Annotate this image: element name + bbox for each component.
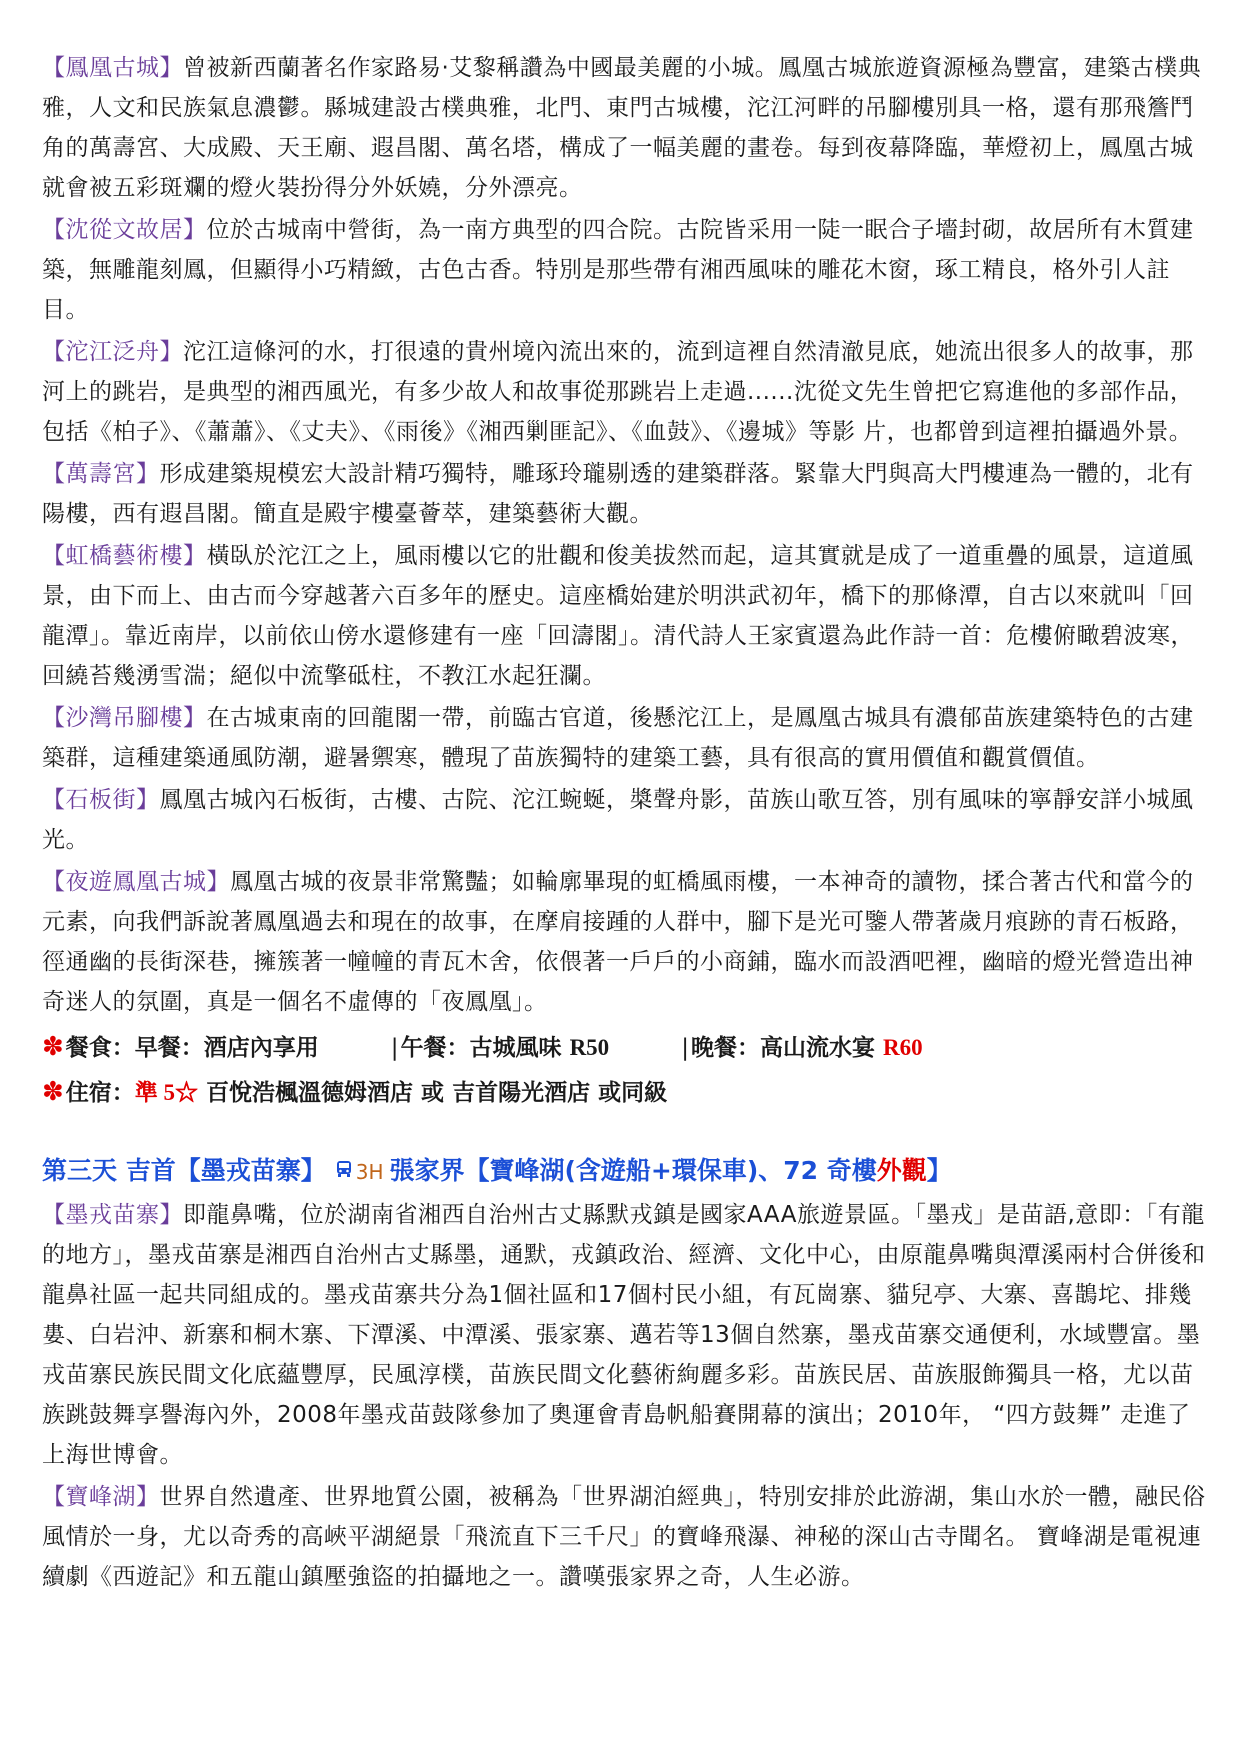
section-text: 在古城東南的回龍閣一帶，前臨古官道，後懸沱江上，是鳳凰古城具有濃郁苗族建築特色的古建築群，這種建築通風防潮，避暑禦寒，體現了苗族獨特的建築工藝，具有很高的實用價值和觀賞價值。 [42, 705, 1194, 771]
section-phoenix-town [42, 48, 1210, 208]
lunch-price: R50 [569, 1035, 610, 1060]
section-night-tour [42, 862, 1210, 1022]
breakfast-text: 早餐：酒店內享用 [134, 1035, 319, 1061]
bus-icon [334, 1152, 354, 1190]
section-morong-miao-village [42, 1195, 1210, 1475]
section-wanshou-palace [42, 454, 1210, 534]
star-icon: ☆ [175, 1080, 199, 1105]
section-text: 沱江這條河的水，打很遠的貴州境內流出來的，流到這裡自然清澈見底，她流出很多人的故事，那河上的跳岩，是典型的湘西風光，有多少故人和故事從那跳岩上走過......沈從文先生曾把它寫進他的多部作品，包括《柏子》、《蕭蕭》、《丈夫》、《雨後》《湘西剿匪記》、《血鼓》、《邊城》等影 片，也都曾到這裡拍攝過外景。 [42, 339, 1194, 445]
section-text: 即龍鼻嘴，位於湖南省湘西自治州古丈縣默戎鎮是國家AAA旅遊景區。「墨戎」是苗語,意即：「有龍的地方」，墨戎苗寨是湘西自治州古丈縣墨，通默，戎鎮政治、經濟、文化中心，由原龍鼻嘴與潭溪兩村合併後和龍鼻社區一起共同組成的。墨戎苗寨共分為1個社區和17個村民小組，有瓦崗寨、貓兒亭、大寨、喜鵲坨、排幾婁、白岩沖、新寨和桐木寨、下潭溪、中潭溪、張家寨、邁若等13個自然寨，墨戎苗寨交通便利，水域豐富。墨戎苗寨民族民間文化底蘊豐厚，民風淳樸，苗族民間文化藝術絢麗多彩。苗族民居、苗族服飾獨具一格，尤以苗族跳鼓舞享譽海內外，2008年墨戎苗鼓隊參加了奧運會青島帆船賽開幕的演出；2010年， “四方鼓舞” 走進了上海世博會。 [42, 1202, 1206, 1468]
day3-title-end: 】 [926, 1156, 952, 1185]
section-text: 曾被新西蘭著名作家路易·艾黎稱讚為中國最美麗的小城。鳳凰古城旅遊資源極為豐富，建築古樸典雅，人文和民族氣息濃鬱。縣城建設古樸典雅，北門、東門古城樓，沱江河畔的吊腳樓別具一格，還有那飛簷鬥角的萬壽宮、大成殿、天王廟、遐昌閣、萬名塔，構成了一幅美麗的畫卷。每到夜幕降臨，華燈初上，鳳凰古城就會被五彩斑斕的燈火裝扮得分外妖嬈，分外漂亮。 [42, 55, 1202, 201]
section-stone-street [42, 780, 1210, 860]
section-tag: 【夜遊鳳凰古城】 [42, 869, 230, 895]
lodging-label: 住宿： [65, 1080, 135, 1106]
section-tag: 【沱江泛舟】 [42, 339, 183, 365]
section-text: 形成建築規模宏大設計精巧獨特，雕琢玲瓏剔透的建築群落。緊靠大門與高大門樓連為一體的，北有陽樓，西有遐昌閣。簡直是殿宇樓臺薈萃，建築藝術大觀。 [42, 461, 1194, 527]
section-text: 鳳凰古城內石板街，古樓、古院、沱江蜿蜒，槳聲舟影，苗族山歌互答，別有風味的寧靜安詳小城風光。 [42, 787, 1194, 853]
section-tag: 【虹橋藝術樓】 [42, 543, 207, 569]
section-text: 位於古城南中營街，為一南方典型的四合院。古院皆采用一陡一眠合子墻封砌，故居所有木質建築，無雕龍刻鳳，但顯得小巧精緻，古色古香。特別是那些帶有湘西風味的雕花木窗，琢工精良，格外引人註目。 [42, 217, 1194, 323]
section-shawan-stilt-houses [42, 698, 1210, 778]
hotel-grade-number: 5 [163, 1080, 176, 1105]
travel-hours: 3H [355, 1160, 384, 1184]
meal-separator: | [390, 1035, 399, 1061]
section-tag: 【寶峰湖】 [42, 1484, 160, 1510]
section-tuojiang-boating [42, 332, 1210, 452]
meal-separator: | [681, 1035, 689, 1061]
section-rainbow-bridge [42, 536, 1210, 696]
dinner-price: R60 [882, 1035, 923, 1060]
flower-bullet-icon: ✽ [42, 1032, 64, 1062]
section-tag: 【墨戎苗寨】 [42, 1202, 183, 1228]
section-tag: 【沈從文故居】 [42, 217, 207, 243]
meals-line [42, 1028, 1210, 1067]
lodging-line [42, 1073, 1210, 1112]
dinner-label: 晚餐：高山流水宴 [690, 1035, 883, 1061]
day3-heading [42, 1152, 1210, 1191]
hotel-names: 百悅浩楓溫德姆酒店 或 吉首陽光酒店 或同級 [198, 1080, 668, 1106]
section-text: 橫臥於沱江之上，風雨樓以它的壯觀和俊美拔然而起，這其實就是成了一道重疊的風景，這道風景，由下而上、由古而今穿越著六百多年的歷史。這座橋始建於明洪武初年，橋下的那條潭，自古以來就叫「回龍潭」。靠近南岸，以前依山傍水還修建有一座「回濤閣」。清代詩人王家賓還為此作詩一首：危樓俯瞰碧波寒，回繞苔幾湧雪湍；絕似中流擎砥柱，不教江水起狂瀾。 [42, 543, 1194, 689]
section-tag: 【石板街】 [42, 787, 160, 813]
hotel-grade-prefix: 準 [134, 1080, 164, 1105]
lunch-label: 午餐：古城風味 [400, 1035, 570, 1061]
day3-title-highlight: 外觀 [876, 1156, 927, 1185]
section-shen-congwen-residence [42, 210, 1210, 330]
section-tag: 【萬壽宮】 [42, 461, 160, 487]
itinerary-page [42, 48, 1210, 1599]
flower-bullet-icon: ✽ [42, 1077, 64, 1107]
day3-title-middle: 張家界【寶峰湖(含遊船+環保車)、72 奇樓 [389, 1156, 877, 1185]
section-text: 世界自然遺產、世界地質公園，被稱為「世界湖泊經典」，特別安排於此游湖，集山水於一體，融民俗風情於一身，尤以奇秀的高峽平湖絕景「飛流直下三千尺」的寶峰飛瀑、神秘的深山古寺聞名。 寶峰湖是電視連續劇《西遊記》和五龍山鎮壓強盜的拍攝地之一。讚嘆張家界之奇，人生必游。 [42, 1484, 1206, 1590]
day3-title-start: 第三天 吉首【墨戎苗寨】 [42, 1156, 326, 1185]
section-tag: 【鳳凰古城】 [42, 55, 183, 81]
section-text: 鳳凰古城的夜景非常驚豔；如輪廓畢現的虹橋風雨樓，一本神奇的讀物，揉合著古代和當今的元素，向我們訴說著鳳凰過去和現在的故事，在摩肩接踵的人群中，腳下是光可鑒人帶著歲月痕跡的青石板路，徑通幽的長街深巷，擁簇著一幢幢的青瓦木舍，依偎著一戶戶的小商鋪，臨水而設酒吧裡，幽暗的燈光營造出神奇迷人的氛圍，真是一個名不虛傳的「夜鳳凰」。 [42, 869, 1194, 1015]
meals-label: 餐食： [65, 1035, 135, 1061]
section-tag: 【沙灣吊腳樓】 [42, 705, 207, 731]
section-baofeng-lake [42, 1477, 1210, 1597]
